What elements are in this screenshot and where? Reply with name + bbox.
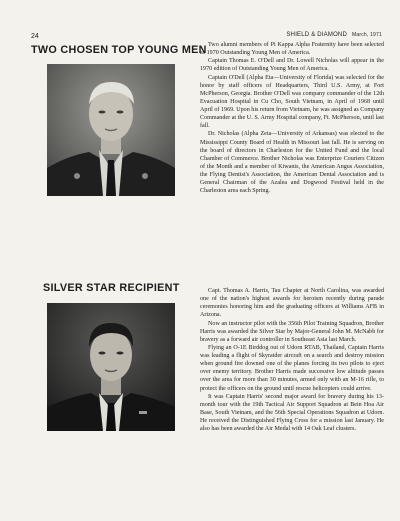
- paragraph: It was Captain Harris' second major award for bravery during his 13-month tour with the 19th Tactical Air Support Squadron at Bein Hoa Air Base, South Vietnam, and the 56th Special Operations Squadron at Udorn. He received the Distinguished Flying Cross for a mission last January. He also has been awarded the Air Medal with 14 Oak Leaf clusters.: [200, 393, 384, 433]
- article-silver-star: [200, 287, 384, 433]
- article-top-young-men: [200, 41, 384, 195]
- paragraph: Now an instructor pilot with the 356th Pilot Training Squadron, Brother Harris was awarded the Silver Star by Major-General John M. McNabb for bravery as a forward air controller in Southeast Asia last March.: [200, 320, 384, 343]
- page-number: 24: [31, 33, 39, 40]
- portrait-photo-officer: [47, 64, 175, 196]
- paragraph: Flying an O-1E Birddog out of Udorn RTAB, Thailand, Captain Harris was leading a flight of Skyraider aircraft on a search and destroy mission when ground fire downed one of the planes forcing its two pilots to eject over enemy territory. Brother Harris made successive low altitude passes over the area for more than 30 minutes, armed only with an M-16 rifle, to protect the officers on the ground until rescue helicopters could arrive.: [200, 344, 384, 392]
- paragraph: Dr. Nicholas (Alpha Zeta—University of Arkansas) was elected to the Mississippi County Board of Health in Missouri last fall. He is serving on the board of directors in Charleston for the United Fund and the local Chamber of Commerce. Brother Nicholas was Enterprize Couriers Citizen of the Month and a member of Kiwanis, the American Angus Association, the Flying Dentist's Association, the American Dental Association and is General Chairman of the Azalea and Dogwood Festival held in the Charleston area each Spring.: [200, 131, 384, 195]
- issue-date: March, 1971: [352, 32, 382, 38]
- portrait-photo-pilot: [47, 303, 175, 431]
- section-heading-silver-star: SILVER STAR RECIPIENT: [43, 282, 180, 294]
- paragraph: Two alumni members of Pi Kappa Alpha Fraternity have been selected as 1970 Outstanding Young Men of America.: [200, 42, 384, 57]
- publication-name: SHIELD & DIAMOND: [286, 32, 347, 38]
- running-head: [286, 32, 382, 38]
- section-heading-top-young-men: TWO CHOSEN TOP YOUNG MEN: [31, 44, 207, 56]
- paragraph: Captain O'Dell (Alpha Eta—University of Florida) was selected for the honor by staff officers of Headquarters, Third U.S. Army, at Fort McPherson, Georgia. Brother O'Dell was company commander of the 12th Evacuation Hospital in Cu Cho, South Vietnam, in April of 1968 until April of 1969. Upon his return from Vietnam, he was assigned as Company Commander at the U. S. Army Hospital company, Ft. McPherson, until last fall.: [200, 74, 384, 130]
- paragraph: Capt. Thomas A. Harris, Tau Chapter at North Carolina, was awarded one of the nation's highest awards for heroism recently during parade ceremonies honoring him and the graduating officers at Williams AFB in Arizona.: [200, 288, 384, 319]
- paragraph: Captain Thomas E. O'Dell and Dr. Lowell Nicholas will appear in the 1970 edition of Outstanding Young Men of America.: [200, 58, 384, 73]
